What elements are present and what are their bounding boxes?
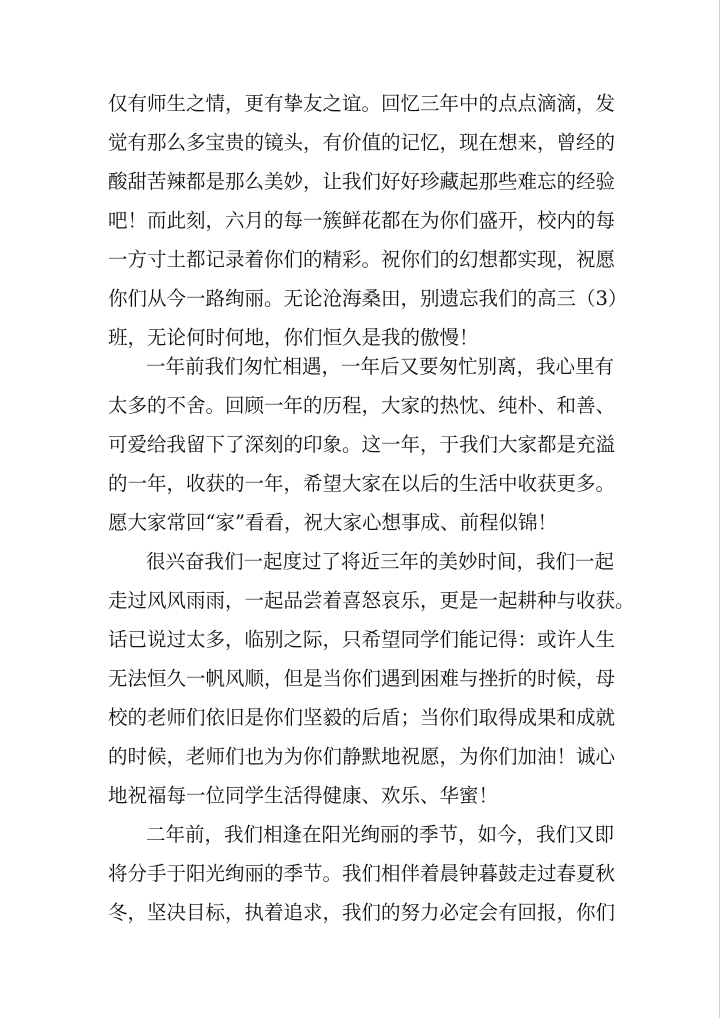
text-line: 酸甜苦辣都是那么美妙，让我们好好珍藏起那些难忘的经验 xyxy=(108,170,616,193)
text-line: 将分手于阳光绚丽的季节。我们相伴着晨钟暮鼓走过春夏秋 xyxy=(108,862,616,885)
text-line: 二年前，我们相逢在阳光绚丽的季节，如今，我们又即 xyxy=(146,823,615,846)
text-line: 无法恒久一帆风顺，但是当你们遇到困难与挫折的时候，母 xyxy=(108,667,616,690)
text-line: 一方寸土都记录着你们的精彩。祝你们的幻想都实现，祝愿 xyxy=(108,248,616,271)
text-line: 的一年，收获的一年，希望大家在以后的生活中收获更多。 xyxy=(108,472,616,495)
text-line: 可爱给我留下了深刻的印象。这一年，于我们大家都是充溢 xyxy=(108,433,616,456)
text-line: 班，无论何时何地，你们恒久是我的傲慢！ xyxy=(108,326,479,349)
text-line: 很兴奋我们一起度过了将近三年的美妙时间，我们一起 xyxy=(146,550,615,573)
text-line: 仅有师生之情，更有挚友之谊。回忆三年中的点点滴滴，发 xyxy=(108,92,616,115)
text-line: 走过风风雨雨，一起品尝着喜怒哀乐，更是一起耕种与收获。 xyxy=(108,589,635,612)
text-line: 地祝福每一位同学生活得健康、欢乐、华蜜！ xyxy=(108,784,499,807)
text-line: 愿大家常回“家”看看，祝大家心想事成、前程似锦！ xyxy=(108,511,557,534)
text-line: 你们从今一路绚丽。无论沧海桑田，别遗忘我们的高三（3） xyxy=(108,287,628,310)
text-line: 吧！而此刻，六月的每一簇鲜花都在为你们盛开，校内的每 xyxy=(108,209,616,232)
text-line: 太多的不舍。回顾一年的历程，大家的热忱、纯朴、和善、 xyxy=(108,394,616,417)
text-line: 的时候，老师们也为为你们静默地祝愿，为你们加油！诚心 xyxy=(108,745,616,768)
text-line: 话已说过太多，临别之际，只希望同学们能记得：或许人生 xyxy=(108,628,616,651)
text-line: 冬，坚决目标，执着追求，我们的努力必定会有回报，你们 xyxy=(108,901,616,924)
text-line: 校的老师们依旧是你们坚毅的后盾；当你们取得成果和成就 xyxy=(108,706,616,729)
text-line: 一年前我们匆忙相遇，一年后又要匆忙别离，我心里有 xyxy=(146,355,615,378)
text-line: 觉有那么多宝贵的镜头，有价值的记忆，现在想来，曾经的 xyxy=(108,131,616,154)
